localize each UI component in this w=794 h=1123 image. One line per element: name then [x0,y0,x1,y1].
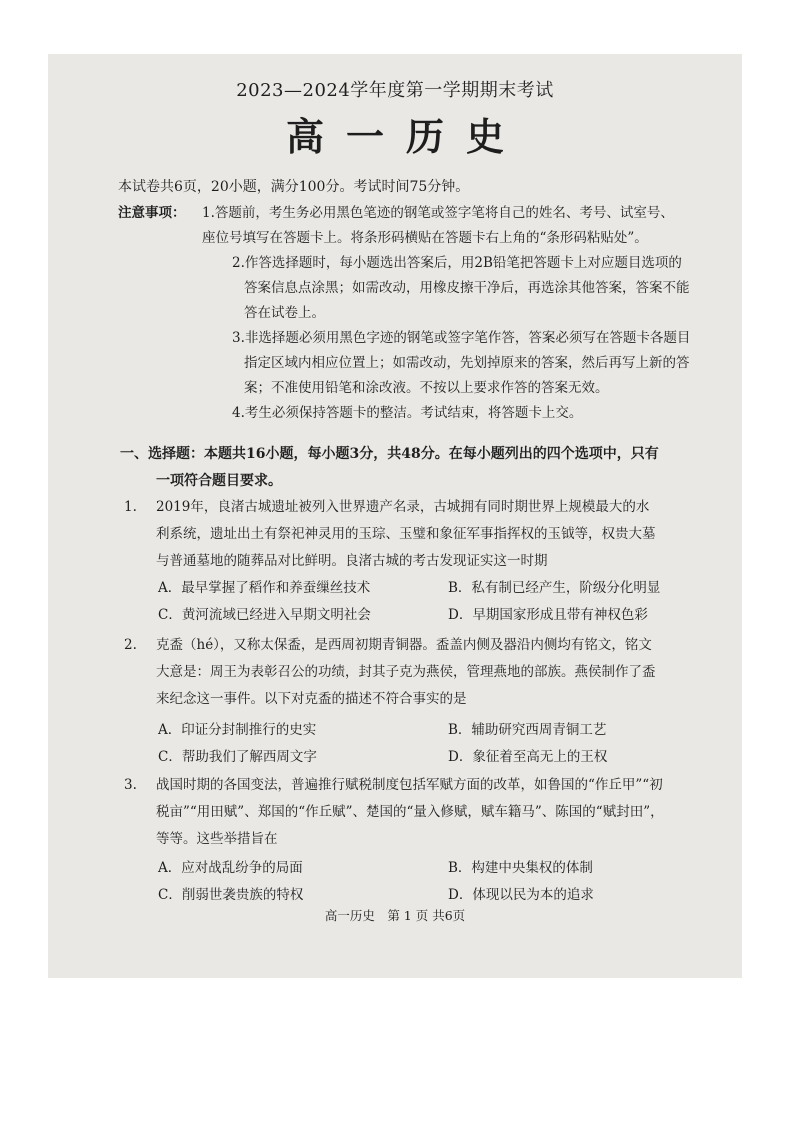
option-a[interactable]: A．应对战乱纷争的局面 [158,860,303,876]
option-row [120,882,698,909]
option-a[interactable]: A．印证分封制推行的史实 [158,722,317,738]
question-stem-line: 大意是：周王为表彰召公的功绩，封其子克为燕侯，管理燕地的部族。燕侯制作了盉 [156,664,656,680]
notice-line: 指定区域内相应位置上；如需改动，先划掉原来的答案，然后再写上新的答 [244,355,690,371]
question-2 [120,632,698,771]
option-c[interactable]: C．帮助我们了解西周文字 [158,749,317,765]
subject-title: 高一历史 [285,114,526,159]
page-footer: 高一历史 第 1 页 共6页 [324,908,466,923]
question-3 [120,772,698,909]
notice-item-2 [118,251,738,326]
notice-line: 1.答题前，考生务必用黑色笔迹的钢笔或签字笔将自己的姓名、考号、试室号、 [202,205,674,221]
question-stem-line: 2019年，良渚古城遗址被列入世界遗产名录，古城拥有同时期世界上规模最大的水 [156,499,650,515]
option-b[interactable]: B．构建中央集权的体制 [448,860,593,876]
notice-block [118,201,738,426]
notice-line: 答案信息点涂黑；如需改动，用橡皮擦干净后，再选涂其他答案，答案不能 [244,280,690,296]
question-stem-line: 税亩”“用田赋”、郑国的“作丘赋”、楚国的“量入修赋，赋车籍马”、陈国的“赋封田”， [156,804,664,820]
notice-line: 答在试卷上。 [244,305,325,321]
notice-item-3 [118,326,738,401]
exam-intro: 本试卷共6页，20小题，满分100分。考试时间75分钟。 [118,179,470,195]
option-c[interactable]: C．黄河流域已经进入早期文明社会 [158,607,371,623]
option-b[interactable]: B．私有制已经产生，阶级分化明显 [448,580,661,596]
option-row [120,575,698,602]
question-stem-line: 等等。这些举措旨在 [156,831,278,847]
notice-item-4 [118,401,738,426]
option-row [120,717,698,744]
option-row [120,744,698,771]
option-row [120,855,698,882]
option-b[interactable]: B．辅助研究西周青铜工艺 [448,722,607,738]
option-a[interactable]: A．最早掌握了稻作和养蚕缫丝技术 [158,580,371,596]
notice-item-1 [118,201,738,251]
option-row [120,602,698,629]
notice-line: 2.作答选择题时，每小题选出答案后，用2B铅笔把答题卡上对应题目选项的 [232,255,682,271]
question-stem-line: 克盉（hé），又称太保盉，是西周初期青铜器。盉盖内侧及器沿内侧均有铭文，铭文 [156,637,652,653]
notice-line: 3.非选择题必须用黑色字迹的钢笔或签字笔作答，答案必须写在答题卡各题目 [232,330,691,346]
notice-label: 注意事项： [118,205,186,221]
section-heading-line: 一、选择题：本题共16小题，每小题3分，共48分。在每小题列出的四个选项中，只有 [120,446,659,462]
question-stem-line: 战国时期的各国变法，普遍推行赋税制度包括军赋方面的改革，如鲁国的“作丘甲”“初 [156,777,663,793]
notice-line: 4.考生必须保持答题卡的整洁。考试结束，将答题卡上交。 [232,405,583,421]
exam-year-title: 2023—2024学年度第一学期期末考试 [236,80,554,101]
question-number: 2. [124,637,137,653]
question-stem-line: 与普通墓地的随葬品对比鲜明。良渚古城的考古发现证实这一时期 [156,553,548,569]
notice-line: 案；不准使用铅笔和涂改液。不按以上要求作答的答案无效。 [244,380,609,396]
option-d[interactable]: D．体现以民为本的追求 [448,887,594,903]
section-heading-line: 一项符合题目要求。 [156,473,282,489]
option-c[interactable]: C．削弱世袭贵族的特权 [158,887,304,903]
exam-page [48,54,742,978]
option-d[interactable]: D．象征着至高无上的王权 [448,749,608,765]
question-number: 3. [124,777,137,793]
option-d[interactable]: D．早期国家形成且带有神权色彩 [448,607,648,623]
question-number: 1. [124,499,137,515]
notice-line: 座位号填写在答题卡上。将条形码横贴在答题卡右上角的“条形码粘贴处”。 [202,230,648,246]
question-stem-line: 利系统，遗址出土有祭祀神灵用的玉琮、玉璧和象征军事指挥权的玉钺等，权贵大墓 [156,526,656,542]
question-stem-line: 来纪念这一事件。以下对克盉的描述不符合事实的是 [156,691,467,707]
section-heading [120,441,690,495]
question-1 [120,494,698,629]
